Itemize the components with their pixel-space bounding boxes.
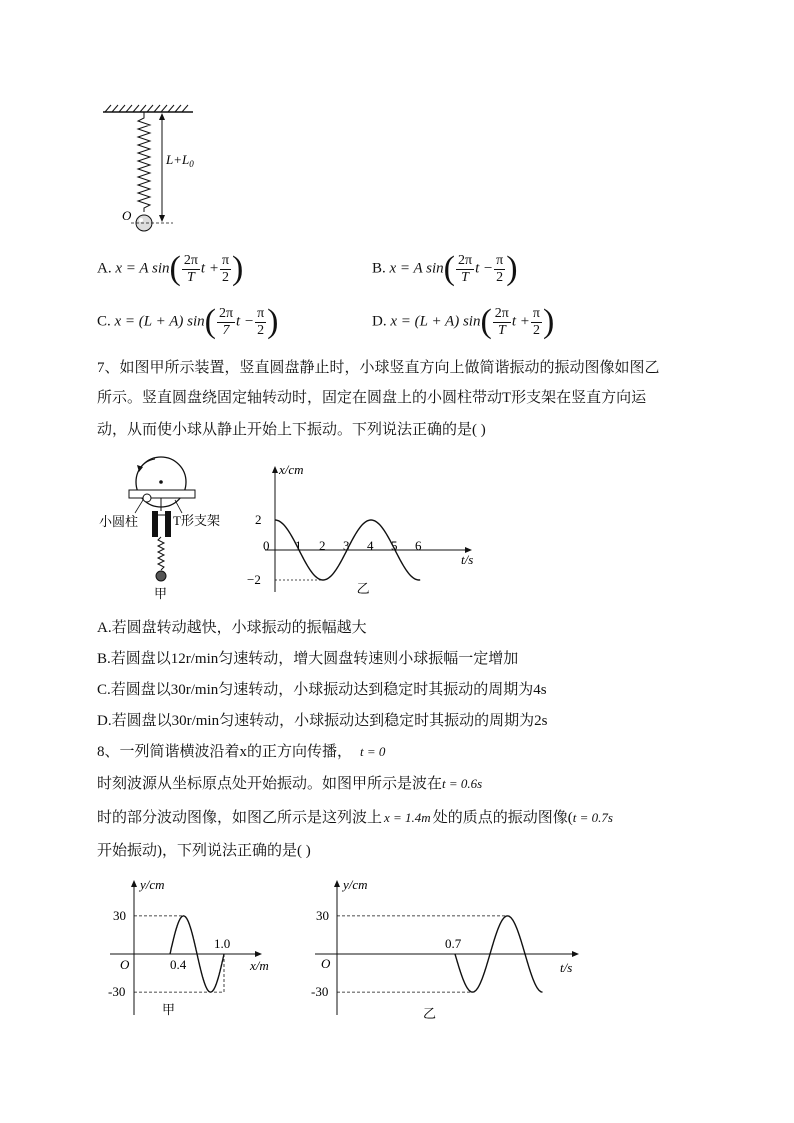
q7-option-c[interactable]: C.若圆盘以30r/min匀速转动，小球振动达到稳定时其振动的周期为4s: [97, 682, 547, 698]
q7-figure-jia: [95, 455, 220, 605]
q8-stem-line4: 开始振动)，下列说法正确的是( ): [97, 843, 311, 859]
x-axis-arrow: [255, 951, 262, 957]
q8-chart-yi: [305, 870, 590, 1020]
x-axis-label: t/s: [461, 552, 474, 567]
y-tick-label: -30: [108, 984, 126, 1000]
q7-stem-line1: 7、如图甲所示装置，竖直圆盘静止时，小球竖直方向上做简谐振动的振动图像如图乙: [97, 360, 660, 376]
chart-caption: 乙: [423, 1006, 437, 1021]
ceiling-hatch: [105, 105, 188, 112]
y-axis-label: y/cm: [140, 877, 165, 892]
origin-label: O: [321, 956, 331, 971]
y-axis-label: x/cm: [279, 462, 304, 477]
x-tick-label: 3: [343, 538, 350, 553]
q7-option-a[interactable]: A.若圆盘转动越快，小球振动的振幅越大: [97, 620, 367, 636]
y-tick-label: -30: [311, 984, 329, 1000]
x-axis-label: t/s: [560, 960, 573, 975]
chart-caption: 甲: [162, 1002, 176, 1017]
caption-jia: 甲: [154, 586, 168, 601]
chart-caption: 乙: [356, 581, 370, 596]
x-tick-label: 5: [391, 538, 398, 553]
q6-option-c[interactable]: C. x = (L + A) sin( $\frac{2\pi}{7}$ t − $\frac{\pi}{2}$ ): [97, 303, 279, 340]
y-tick-label: 2: [255, 512, 262, 527]
x-tick-label: 0.4: [170, 957, 187, 972]
y-axis-arrow: [334, 880, 340, 887]
t-frame-leg-right: [165, 511, 171, 537]
t-frame-bar: [129, 490, 195, 498]
label-tframe: T形支架: [173, 513, 220, 528]
disk-center: [159, 480, 163, 484]
pendulum-ball: [156, 571, 166, 581]
y-axis-label: y/cm: [343, 877, 368, 892]
x-tick-label: 2: [319, 538, 326, 553]
q7-stem-line2: 所示。竖直圆盘绕固定轴转动时，固定在圆盘上的小圆柱带动T形支架在竖直方向运: [97, 390, 647, 406]
x-tick-label: 0: [263, 538, 270, 553]
x-tick-label: 0.7: [445, 936, 462, 951]
spring: [138, 112, 150, 212]
x-tick-label: 1: [295, 538, 302, 553]
y-axis-arrow: [131, 880, 137, 887]
x-tick-label: 1.0: [214, 936, 231, 951]
q8-stem-line2: 时刻波源从坐标原点处开始振动。如图甲所示是波在t = 0.6s: [97, 776, 483, 792]
q7-option-b[interactable]: B.若圆盘以12r/min匀速转动，增大圆盘转速则小球振幅一定增加: [97, 651, 519, 667]
label-cylinder: 小圆柱: [99, 514, 139, 529]
q8-chart-jia: [100, 870, 290, 1020]
small-cylinder: [143, 494, 151, 502]
x-axis-arrow: [572, 951, 579, 957]
length-label: $L+L_0$: [166, 152, 194, 169]
x-tick-label: 6: [415, 538, 422, 553]
origin-label: O: [122, 208, 132, 223]
q8-stem-line3: 时的部分波动图像，如图乙所示是这列波上 x = 1.4m 处的质点的振动图像(t = 0.7s: [97, 810, 613, 826]
spring-figure: [95, 100, 235, 240]
x-axis-label: x/m: [250, 958, 269, 973]
y-tick-label: 30: [316, 907, 329, 923]
q7-option-d[interactable]: D.若圆盘以30r/min匀速转动，小球振动达到稳定时其振动的周期为2s: [97, 713, 548, 729]
y-tick-label: −2: [247, 572, 261, 587]
q8-stem-line1: 8、一列简谐横波沿着x的正方向传播， t = 0: [97, 744, 386, 760]
q6-option-a[interactable]: A. x = A sin( $\frac{2\pi}{T}$ t + $\frac{\pi}{2}$ ): [97, 250, 244, 287]
q7-chart-yi: [247, 460, 485, 600]
q7-stem-line3: 动，从而使小球从静止开始上下振动。下列说法正确的是( ): [97, 422, 486, 438]
y-axis-arrow: [272, 466, 278, 473]
y-tick-label: 30: [113, 907, 126, 923]
q6-option-d[interactable]: D. x = (L + A) sin( $\frac{2\pi}{T}$ t + $\frac{\pi}{2}$ ): [372, 303, 555, 340]
q6-option-b[interactable]: B. x = A sin( $\frac{2\pi}{T}$ t − $\frac{\pi}{2}$ ): [372, 250, 518, 287]
t-frame-leg-left: [152, 511, 158, 537]
x-tick-label: 4: [367, 538, 374, 553]
origin-label: O: [120, 957, 130, 972]
